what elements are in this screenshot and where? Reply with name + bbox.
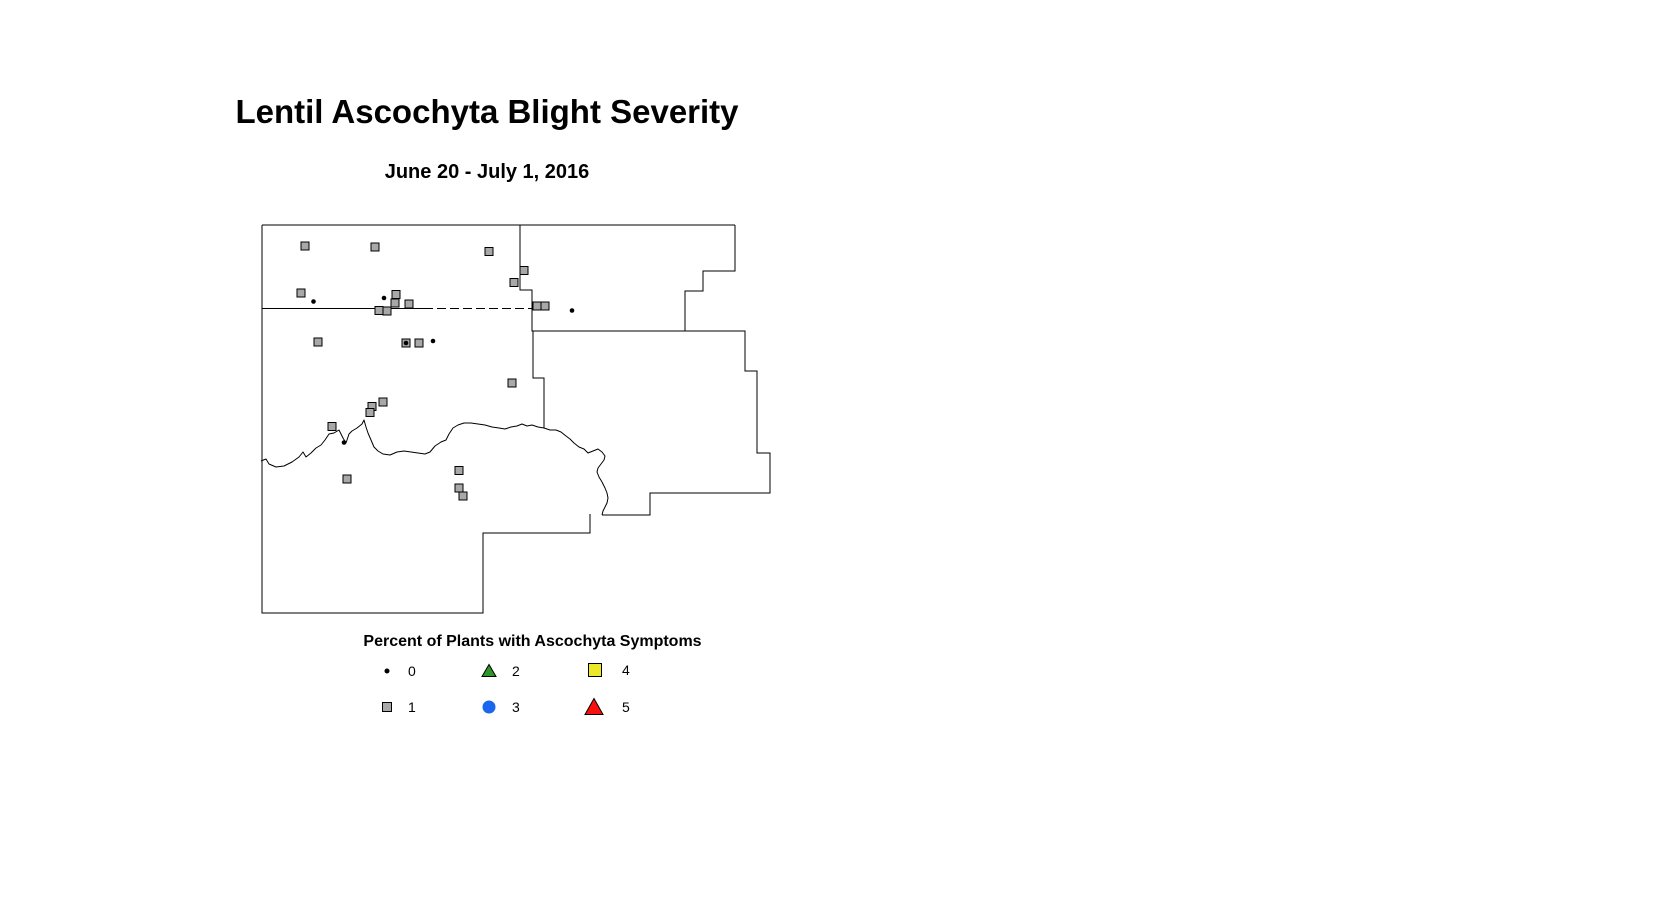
severity-1-marker <box>297 289 305 297</box>
river-line <box>261 420 608 515</box>
legend-label-0: 0 <box>408 663 416 679</box>
severity-1-marker <box>375 307 383 315</box>
severity-0-marker <box>404 341 409 346</box>
severity-1-marker <box>459 492 467 500</box>
severity-1-marker <box>301 242 309 250</box>
severity-0-marker <box>431 339 436 344</box>
legend-title: Percent of Plants with Ascochyta Symptoms <box>363 633 702 650</box>
legend-symbol-4 <box>582 657 608 683</box>
legend-label-4: 4 <box>622 662 630 678</box>
severity-0-marker <box>570 308 575 313</box>
county-boundary-line <box>685 225 735 331</box>
river-boundary <box>261 420 608 515</box>
severity-1-marker <box>541 302 549 310</box>
legend-symbol-0 <box>374 658 400 684</box>
county-boundary-line <box>262 225 590 613</box>
severity-1-marker <box>371 243 379 251</box>
severity-0-marker <box>342 440 347 445</box>
legend-symbol-1 <box>374 694 400 720</box>
severity-1-marker <box>366 409 374 417</box>
county-severity-map <box>240 215 790 625</box>
severity-1-marker <box>379 398 387 406</box>
severity-1-marker <box>455 467 463 475</box>
severity-1-marker <box>485 248 493 256</box>
legend-label-2: 2 <box>512 663 520 679</box>
figure-subtitle: June 20 - July 1, 2016 <box>384 161 590 183</box>
severity-1-marker <box>314 338 322 346</box>
figure-title: Lentil Ascochyta Blight Severity <box>235 93 739 130</box>
severity-1-marker <box>415 339 423 347</box>
legend-label-3: 3 <box>512 699 520 715</box>
severity-1-marker <box>383 307 391 315</box>
legend-label-1: 1 <box>408 699 416 715</box>
county-boundary-line <box>520 225 770 515</box>
severity-1-marker <box>520 267 528 275</box>
severity-1-marker <box>508 379 516 387</box>
severity-1-marker <box>533 302 541 310</box>
legend-symbol-5 <box>581 694 607 720</box>
severity-1-marker <box>392 291 400 299</box>
severity-0-marker <box>311 299 316 304</box>
legend-symbol-2 <box>476 658 502 684</box>
county-boundary-line <box>533 331 544 428</box>
severity-0-marker <box>382 296 387 301</box>
severity-1-marker <box>343 475 351 483</box>
legend-label-5: 5 <box>622 699 630 715</box>
legend-symbol-3 <box>476 694 502 720</box>
severity-1-marker <box>455 484 463 492</box>
severity-1-marker <box>391 299 399 307</box>
severity-1-marker <box>510 279 518 287</box>
severity-1-marker <box>405 300 413 308</box>
severity-1-marker <box>328 423 336 431</box>
